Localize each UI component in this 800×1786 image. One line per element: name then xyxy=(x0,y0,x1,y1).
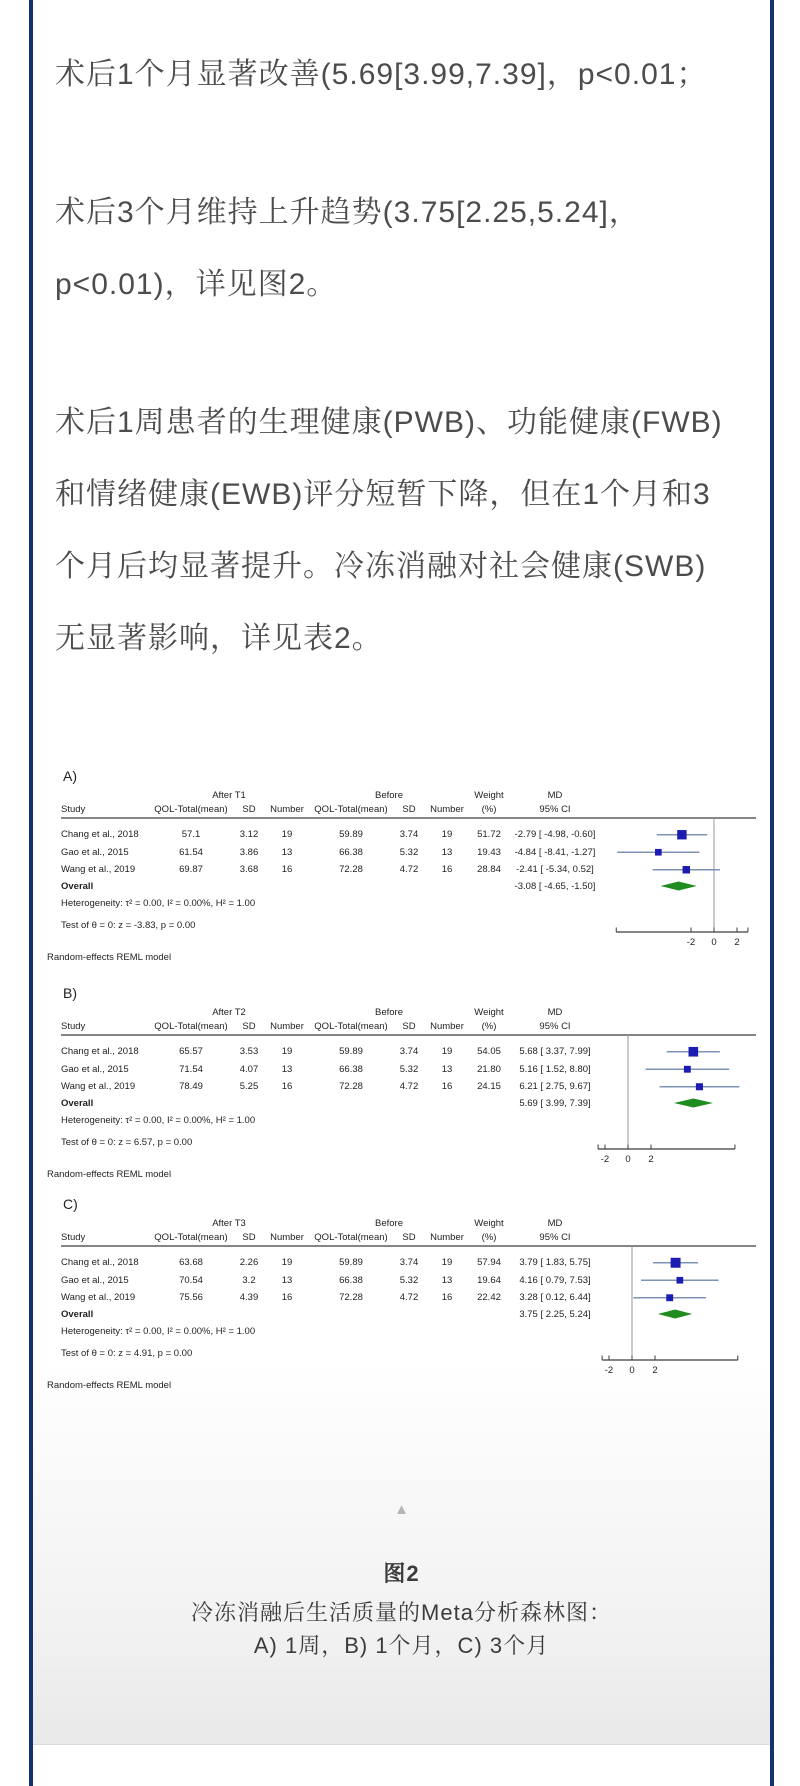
col-95ci: 95% CI xyxy=(539,1231,571,1243)
group-header-after: After T2 xyxy=(212,1007,246,1018)
study-square-marker xyxy=(689,1047,699,1057)
axis-tick-label: 0 xyxy=(625,1154,631,1165)
forest-cell: 4.16 [ 0.79, 7.53] xyxy=(519,1274,591,1286)
axis-tick-label: -2 xyxy=(686,937,696,948)
forest-cell: 72.28 xyxy=(339,1081,363,1093)
forest-cell: 13 xyxy=(281,1063,293,1075)
forest-cell: 16 xyxy=(441,1292,453,1304)
forest-cell: 59.89 xyxy=(339,1257,363,1269)
col-study: Study xyxy=(61,1020,86,1032)
study-square-marker xyxy=(666,1294,673,1301)
group-header-before: Before xyxy=(375,790,403,801)
forest-cell: 51.72 xyxy=(477,829,501,841)
forest-cell: 69.87 xyxy=(179,864,203,876)
forest-cell: 66.38 xyxy=(339,1063,363,1075)
forest-cell: 4.39 xyxy=(239,1292,259,1304)
group-header-weight: Weight xyxy=(474,1218,504,1229)
body-text-line: 术后1个月显著改善(5.69[3.99,7.39]，p<0.01； xyxy=(55,58,708,91)
figure-caption-title: 图2 xyxy=(383,1561,420,1586)
axis-tick-label: 2 xyxy=(648,1154,654,1165)
column-headers xyxy=(61,802,601,816)
forest-table-rows xyxy=(61,1254,601,1307)
forest-cell: 13 xyxy=(441,846,453,858)
col-number-after: Number xyxy=(270,1231,304,1243)
forest-cell: 16 xyxy=(441,864,453,876)
forest-cell: 72.28 xyxy=(339,864,363,876)
forest-cell: 16 xyxy=(441,1081,453,1093)
body-text-line: 无显著影响，详见表2。 xyxy=(55,622,383,655)
figure-caption-line1: 冷冻消融后生活质量的Meta分析森林图： xyxy=(191,1600,612,1625)
forest-cell: -4.84 [ -8.41, -1.27] xyxy=(514,846,596,858)
col-qol-after: QOL-Total(mean) xyxy=(154,803,228,815)
forest-table-row xyxy=(61,1272,601,1290)
body-text-line: 和情绪健康(EWB)评分短暂下降，但在1个月和3 xyxy=(55,478,711,511)
forest-cell: 13 xyxy=(281,1274,293,1286)
forest-cell: -2.79 [ -4.98, -0.60] xyxy=(514,829,596,841)
forest-plot-c xyxy=(47,1196,761,1392)
col-number-after: Number xyxy=(270,803,304,815)
axis-tick-label: 0 xyxy=(629,1365,635,1376)
forest-cell: 24.15 xyxy=(477,1081,501,1093)
forest-table-row xyxy=(61,826,601,844)
col-95ci: 95% CI xyxy=(539,803,571,815)
paragraph xyxy=(55,387,755,675)
forest-cell: 5.16 [ 1.52, 8.80] xyxy=(519,1063,591,1075)
heterogeneity-text: Heterogeneity: τ² = 0.00, I² = 0.00%, H² = 1.00 xyxy=(61,1326,256,1337)
collapse-arrow-icon[interactable]: ▲ xyxy=(394,1501,409,1518)
article-card xyxy=(33,0,770,1745)
forest-cell: 6.21 [ 2.75, 9.67] xyxy=(519,1081,591,1093)
forest-cell: Wang et al., 2019 xyxy=(61,1081,136,1093)
column-headers xyxy=(61,1019,601,1033)
forest-cell: 3.74 xyxy=(399,1257,419,1269)
heterogeneity-text: Heterogeneity: τ² = 0.00, I² = 0.00%, H² = 1.00 xyxy=(61,1115,256,1126)
forest-cell: 70.54 xyxy=(179,1274,203,1286)
group-header-before: Before xyxy=(375,1218,403,1229)
forest-plot-b xyxy=(47,985,761,1181)
forest-cell: Gao et al., 2015 xyxy=(61,846,129,858)
col-number-before: Number xyxy=(430,1231,464,1243)
forest-cell: 3.74 xyxy=(399,829,419,841)
forest-cell: Chang et al., 2018 xyxy=(61,1046,139,1058)
col-sd-after: SD xyxy=(242,803,256,815)
forest-cell: 3.74 xyxy=(399,1046,419,1058)
col-sd-after: SD xyxy=(242,1231,256,1243)
axis-tick-label: -2 xyxy=(604,1365,614,1376)
col-number-before: Number xyxy=(430,1020,464,1032)
study-square-marker xyxy=(696,1083,703,1090)
col-95ci: 95% CI xyxy=(539,1020,571,1032)
axis-tick-label: 0 xyxy=(711,937,717,948)
forest-cell: 19 xyxy=(441,829,453,841)
forest-table-row xyxy=(61,844,601,862)
forest-cell: 61.54 xyxy=(179,846,203,858)
col-weight-pct: (%) xyxy=(481,1020,497,1032)
forest-cell: 19.43 xyxy=(477,846,501,858)
forest-cell: 19 xyxy=(281,829,293,841)
forest-cell: 3.2 xyxy=(242,1274,256,1286)
forest-cell: 13 xyxy=(441,1063,453,1075)
forest-cell: 2.26 xyxy=(239,1257,259,1269)
forest-cell: 71.54 xyxy=(179,1063,203,1075)
card-right-border xyxy=(770,0,774,1786)
forest-cell: 13 xyxy=(441,1274,453,1286)
reml-model-note: Random-effects REML model xyxy=(47,1380,172,1391)
col-number-before: Number xyxy=(430,803,464,815)
body-text-line: 个月后均显著提升。冷冻消融对社会健康(SWB) xyxy=(55,550,707,583)
overall-row xyxy=(61,1306,601,1322)
forest-cell: 4.72 xyxy=(399,1292,419,1304)
forest-plot-a xyxy=(47,768,761,964)
reml-model-note: Random-effects REML model xyxy=(47,1169,172,1180)
col-sd-before: SD xyxy=(402,1231,416,1243)
study-square-marker xyxy=(677,830,686,839)
forest-cell: 3.68 xyxy=(239,864,259,876)
forest-cell: 72.28 xyxy=(339,1292,363,1304)
forest-cell: 21.80 xyxy=(477,1063,501,1075)
forest-cell: Gao et al., 2015 xyxy=(61,1274,129,1286)
forest-cell: 4.07 xyxy=(239,1063,259,1075)
study-square-marker xyxy=(655,849,662,856)
forest-cell: -2.41 [ -5.34, 0.52] xyxy=(516,864,594,876)
overall-label: Overall xyxy=(61,1097,94,1109)
forest-cell: 63.68 xyxy=(179,1257,203,1269)
forest-cell: 22.42 xyxy=(477,1292,501,1304)
column-headers xyxy=(61,1230,601,1244)
forest-cell: Wang et al., 2019 xyxy=(61,864,136,876)
forest-cell: 3.53 xyxy=(239,1046,259,1058)
group-header-after: After T1 xyxy=(212,790,246,801)
figure-caption-line2: A) 1周，B) 1个月，C) 3个月 xyxy=(253,1633,550,1658)
body-text-line: 术后3个月维持上升趋势(3.75[2.25,5.24]， xyxy=(55,196,640,229)
forest-table-row xyxy=(61,1043,601,1061)
overall-diamond xyxy=(674,1099,713,1108)
paragraph xyxy=(55,177,755,321)
forest-table-row xyxy=(61,1289,601,1307)
forest-cell: 5.25 xyxy=(239,1081,259,1093)
group-header-after: After T3 xyxy=(212,1218,246,1229)
forest-cell: 19 xyxy=(441,1257,453,1269)
test-text: Test of θ = 0: z = -3.83, p = 0.00 xyxy=(61,920,196,931)
col-number-after: Number xyxy=(270,1020,304,1032)
forest-table-row xyxy=(61,1254,601,1272)
forest-table-rows xyxy=(61,1043,601,1096)
paragraph xyxy=(55,39,755,111)
panel-label: A) xyxy=(63,768,77,784)
axis-tick-label: -2 xyxy=(600,1154,610,1165)
forest-cell: Wang et al., 2019 xyxy=(61,1292,136,1304)
overall-row xyxy=(61,878,601,894)
forest-table-row xyxy=(61,861,601,879)
forest-cell: 59.89 xyxy=(339,829,363,841)
forest-table-row xyxy=(61,1078,601,1096)
forest-cell: 5.68 [ 3.37, 7.99] xyxy=(519,1046,591,1058)
forest-cell: 57.1 xyxy=(181,829,201,841)
forest-cell: 66.38 xyxy=(339,1274,363,1286)
col-qol-after: QOL-Total(mean) xyxy=(154,1231,228,1243)
forest-cell: Gao et al., 2015 xyxy=(61,1063,129,1075)
col-qol-before: QOL-Total(mean) xyxy=(314,1020,388,1032)
overall-diamond xyxy=(658,1310,692,1319)
panel-label: B) xyxy=(63,985,77,1001)
panel-label: C) xyxy=(63,1196,78,1212)
forest-cell: Chang et al., 2018 xyxy=(61,829,139,841)
forest-cell: 5.32 xyxy=(399,1063,419,1075)
col-qol-before: QOL-Total(mean) xyxy=(314,1231,388,1243)
study-square-marker xyxy=(671,1258,681,1268)
axis-tick-label: 2 xyxy=(734,937,740,948)
forest-cell: 3.28 [ 0.12, 6.44] xyxy=(519,1292,591,1304)
overall-label: Overall xyxy=(61,880,94,892)
group-header-weight: Weight xyxy=(474,790,504,801)
forest-cell: 5.32 xyxy=(399,846,419,858)
overall-diamond xyxy=(661,882,697,891)
axis-tick-label: 2 xyxy=(652,1365,658,1376)
forest-cell: 13 xyxy=(281,846,293,858)
forest-table-row xyxy=(61,1061,601,1079)
forest-cell: 28.84 xyxy=(477,864,501,876)
col-sd-after: SD xyxy=(242,1020,256,1032)
forest-cell: 3.86 xyxy=(239,846,259,858)
col-qol-before: QOL-Total(mean) xyxy=(314,803,388,815)
group-header-md: MD xyxy=(547,1007,563,1018)
forest-cell: 4.72 xyxy=(399,1081,419,1093)
heterogeneity-text: Heterogeneity: τ² = 0.00, I² = 0.00%, H² = 1.00 xyxy=(61,898,256,909)
forest-cell: 59.89 xyxy=(339,1046,363,1058)
forest-cell: 75.56 xyxy=(179,1292,203,1304)
study-square-marker xyxy=(684,1066,691,1073)
forest-cell: 16 xyxy=(281,864,293,876)
col-sd-before: SD xyxy=(402,1020,416,1032)
overall-label: Overall xyxy=(61,1308,94,1320)
forest-cell: Chang et al., 2018 xyxy=(61,1257,139,1269)
study-square-marker xyxy=(683,866,690,873)
test-text: Test of θ = 0: z = 6.57, p = 0.00 xyxy=(61,1137,193,1148)
forest-cell: 5.32 xyxy=(399,1274,419,1286)
col-weight-pct: (%) xyxy=(481,803,497,815)
group-header-md: MD xyxy=(547,790,563,801)
col-weight-pct: (%) xyxy=(481,1231,497,1243)
forest-cell: 19 xyxy=(441,1046,453,1058)
forest-cell: 57.94 xyxy=(477,1257,501,1269)
forest-cell: 16 xyxy=(281,1292,293,1304)
col-sd-before: SD xyxy=(402,803,416,815)
forest-cell: 19 xyxy=(281,1257,293,1269)
col-qol-after: QOL-Total(mean) xyxy=(154,1020,228,1032)
overall-row xyxy=(61,1095,601,1111)
col-study: Study xyxy=(61,803,86,815)
forest-cell: 19.64 xyxy=(477,1274,501,1286)
forest-cell: 54.05 xyxy=(477,1046,501,1058)
col-study: Study xyxy=(61,1231,86,1243)
overall-md-ci: 3.75 [ 2.25, 5.24] xyxy=(519,1308,591,1320)
forest-cell: 3.12 xyxy=(239,829,259,841)
body-text-line: 术后1周患者的生理健康(PWB)、功能健康(FWB) xyxy=(55,406,723,439)
study-square-marker xyxy=(677,1277,684,1284)
forest-cell: 65.57 xyxy=(179,1046,203,1058)
overall-md-ci: -3.08 [ -4.65, -1.50] xyxy=(514,880,596,892)
group-header-weight: Weight xyxy=(474,1007,504,1018)
body-text-line: p<0.01)，详见图2。 xyxy=(55,268,338,301)
forest-cell: 4.72 xyxy=(399,864,419,876)
test-text: Test of θ = 0: z = 4.91, p = 0.00 xyxy=(61,1348,193,1359)
overall-md-ci: 5.69 [ 3.99, 7.39] xyxy=(519,1097,591,1109)
forest-cell: 3.79 [ 1.83, 5.75] xyxy=(519,1257,591,1269)
forest-cell: 78.49 xyxy=(179,1081,203,1093)
forest-cell: 66.38 xyxy=(339,846,363,858)
forest-cell: 19 xyxy=(281,1046,293,1058)
group-header-before: Before xyxy=(375,1007,403,1018)
forest-table-rows xyxy=(61,826,601,879)
group-header-md: MD xyxy=(547,1218,563,1229)
reml-model-note: Random-effects REML model xyxy=(47,952,172,963)
forest-cell: 16 xyxy=(281,1081,293,1093)
